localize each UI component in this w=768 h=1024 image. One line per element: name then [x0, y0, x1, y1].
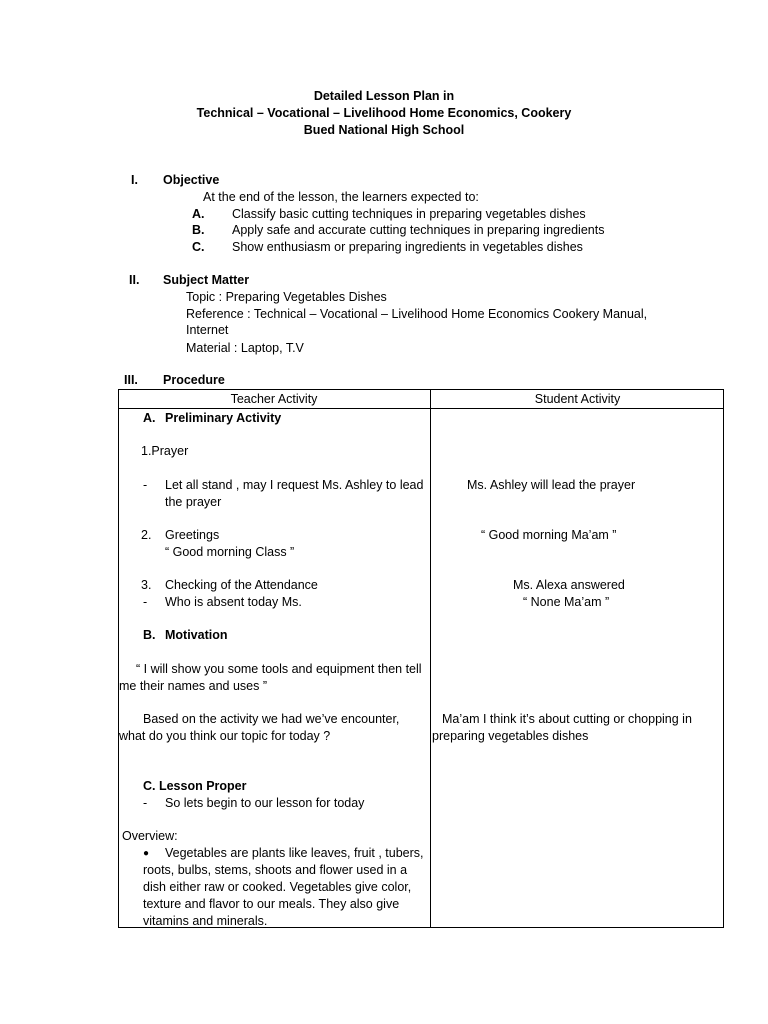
- student-alexa: Ms. Alexa answered: [513, 578, 625, 592]
- objective-item-a: Classify basic cutting techniques in preparing vegetables dishes: [232, 207, 586, 221]
- objective-item-b: Apply safe and accurate cutting techniques in preparing ingredients: [232, 223, 605, 237]
- lesson-intro: So lets begin to our lesson for today: [165, 796, 365, 810]
- motivation-letter: B.: [143, 628, 156, 642]
- topic-question-line2: what do you think our topic for today ?: [119, 729, 331, 743]
- table-header-student: Student Activity: [534, 392, 621, 406]
- section-title-subject: Subject Matter: [163, 273, 250, 287]
- objective-intro: At the end of the lesson, the learners expected to:: [203, 190, 479, 204]
- topic-question-line1: Based on the activity we had we’ve encounter,: [143, 712, 400, 726]
- objective-letter-c: C.: [192, 240, 205, 254]
- subject-topic: Topic : Preparing Vegetables Dishes: [186, 290, 387, 304]
- overview-line5: vitamins and minerals.: [143, 914, 268, 928]
- motivation-line1: “ I will show you some tools and equipment then tell: [136, 662, 422, 676]
- student-none: “ None Ma’am ”: [523, 595, 610, 609]
- section-numeral-subject: II.: [129, 273, 140, 287]
- table-header-teacher: Teacher Activity: [230, 392, 318, 406]
- prayer-request-line2: the prayer: [165, 495, 222, 509]
- motivation-title: Motivation: [165, 628, 228, 642]
- objective-item-c: Show enthusiasm or preparing ingredients in vegetables dishes: [232, 240, 583, 254]
- overview-line1: Vegetables are plants like leaves, fruit , tubers,: [165, 846, 424, 860]
- attendance-number: 3.: [141, 578, 152, 592]
- table-header-divider: [118, 408, 724, 409]
- subject-reference: Reference : Technical – Vocational – Livelihood Home Economics Cookery Manual,: [186, 307, 648, 321]
- section-numeral-objective: I.: [131, 173, 138, 187]
- bullet-icon: ●: [143, 848, 150, 859]
- student-topic-line2: preparing vegetables dishes: [432, 729, 589, 743]
- prelim-title: Preliminary Activity: [165, 411, 282, 425]
- prelim-letter: A.: [143, 411, 156, 425]
- section-numeral-procedure: III.: [124, 373, 138, 387]
- lesson-dash: -: [143, 796, 148, 810]
- section-title-procedure: Procedure: [163, 373, 225, 387]
- table-column-divider: [430, 389, 431, 928]
- absent-question: Who is absent today Ms.: [165, 595, 302, 609]
- absent-dash: -: [143, 595, 148, 609]
- student-greeting: “ Good morning Ma’am ”: [481, 528, 617, 542]
- overview-line4: texture and flavor to our meals. They also give: [143, 897, 400, 911]
- objective-letter-a: A.: [192, 207, 205, 221]
- greetings-title: Greetings: [165, 528, 220, 542]
- overview-line3: dish either raw or cooked. Vegetables give color,: [143, 880, 412, 894]
- motivation-line2: me their names and uses ”: [119, 679, 267, 693]
- greetings-quote: “ Good morning Class ”: [165, 545, 295, 559]
- objective-letter-b: B.: [192, 223, 205, 237]
- prayer-step: 1.Prayer: [141, 444, 189, 458]
- doc-school: Bued National High School: [303, 123, 465, 137]
- prayer-dash: -: [143, 478, 148, 492]
- lesson-proper-title: C. Lesson Proper: [143, 779, 247, 793]
- overview-line2: roots, bulbs, stems, shoots and flower used in a: [143, 863, 408, 877]
- section-title-objective: Objective: [163, 173, 220, 187]
- doc-title: Detailed Lesson Plan in: [313, 89, 455, 103]
- attendance-title: Checking of the Attendance: [165, 578, 318, 592]
- subject-material: Material : Laptop, T.V: [186, 341, 304, 355]
- prayer-request-line1: Let all stand , may I request Ms. Ashley to lead: [165, 478, 424, 492]
- greetings-number: 2.: [141, 528, 152, 542]
- student-prayer: Ms. Ashley will lead the prayer: [467, 478, 636, 492]
- overview-label: Overview:: [122, 829, 178, 843]
- subject-reference-cont: Internet: [186, 323, 229, 337]
- doc-subject: Technical – Vocational – Livelihood Home Economics, Cookery: [196, 106, 572, 120]
- student-topic-line1: Ma’am I think it’s about cutting or chopping in: [442, 712, 692, 726]
